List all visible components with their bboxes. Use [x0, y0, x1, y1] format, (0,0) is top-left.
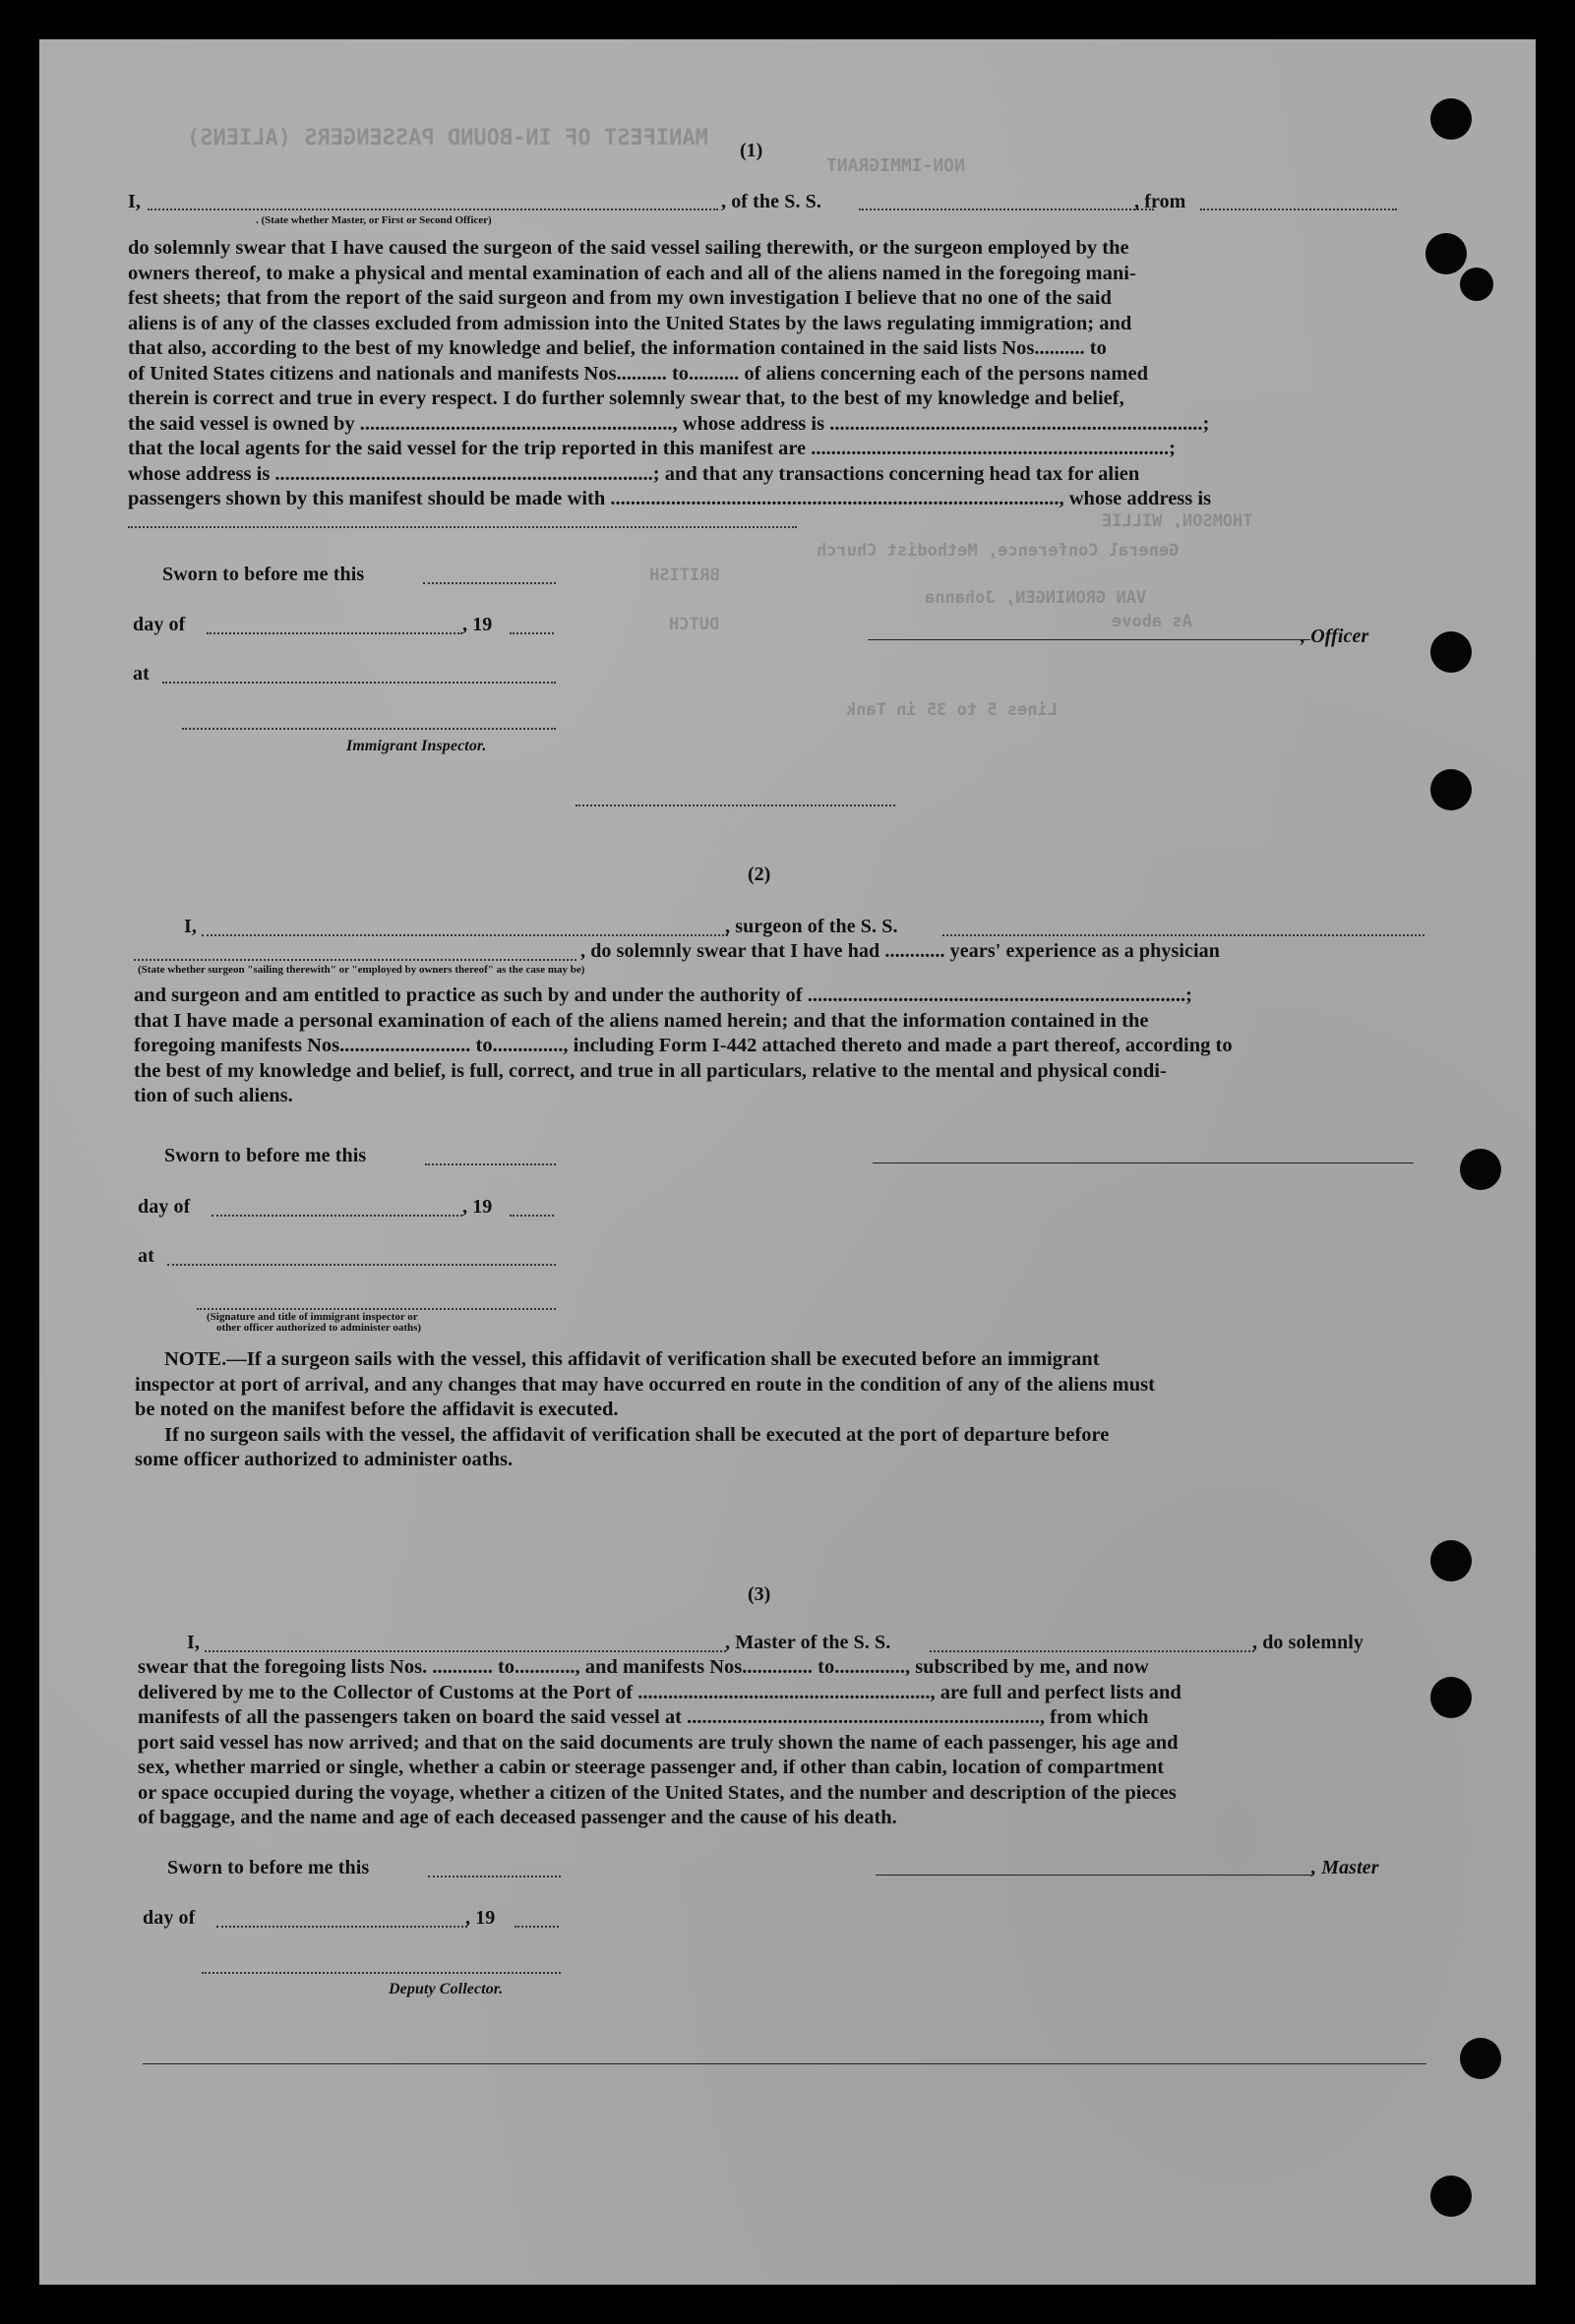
- label: I,: [184, 916, 197, 937]
- sworn-label: Sworn to before me this: [162, 564, 365, 585]
- blank-field: [423, 582, 556, 584]
- day-label: day of: [143, 1907, 196, 1929]
- year-label: , 19: [462, 1196, 493, 1218]
- section-number: (2): [748, 864, 771, 885]
- signature-line: [873, 1162, 1414, 1163]
- signature-line: [202, 1972, 561, 1974]
- blank-field: [202, 934, 728, 936]
- oath-paragraph: and surgeon and am entitled to practice as such by and under the authority of ...........................................................................; that I have made a personal examination of each of the aliens named herein; and that the information contained in the foregoing manifests Nos.......................... to.............., including Form I-442 attached thereto and made a part thereof, according to the best of my knowledge and belief, is full, correct, and true in all particulars, relative to the mental and physical condi- tion of such aliens.: [134, 984, 1233, 1106]
- blank-field: [212, 1215, 462, 1217]
- master-signature-line: [876, 1875, 1313, 1876]
- oath-paragraph: do solemnly swear that I have caused the surgeon of the said vessel sailing therewith, or the surgeon employed by the owners thereof, to make a physical and mental examination of each and all of the aliens named in the foregoing mani- fest sheets; that from the report of the said surgeon and from my own investigation I believe that no one of the said aliens is of any of the classes excluded from admission into the United States by the laws regulating immigration; and that also, according to the best of my knowledge and belief, the information contained in the said lists Nos.......... to of United States citizens and nationals and manifests Nos.......... to.......... of aliens concerning each of the persons named therein is correct and true in every respect. I do further solemnly swear that, to the best of my knowledge and belief, the said vessel is owned by .............................................................., whose address is ..........................................................................; that the local agents for the said vessel for the trip reported in this manifest are .......................................................................; whose address is ...........................................................................; and that any transactions concerning head tax for alien passengers shown by this manifest should be made with ........................................................................................., whose address is: [128, 237, 1212, 509]
- affiant-line: [128, 190, 141, 214]
- blank-field: [859, 209, 1154, 210]
- label: I,: [128, 191, 141, 212]
- bleed-through-conference: General Conference, Methodist Church: [817, 541, 1180, 561]
- dotted-separator: [575, 804, 895, 806]
- vessel-label: , of the S. S.: [721, 191, 821, 212]
- deputy-label: Deputy Collector.: [389, 1981, 504, 1997]
- punch-hole: [1425, 233, 1467, 274]
- affiant-line: [184, 915, 197, 939]
- bleed-through-name: VAN GRONINGEN, Johanna: [925, 588, 1147, 608]
- oath-paragraph: swear that the foregoing lists Nos. ............ to............, and manifests Nos.............. to.............., subscribed by me, and now delivered by me to the Collector of Customs at the Port of .........................................................., are full and perfect lists and manifests of all the passengers taken on board the said vessel at ......................................................................, from which port said vessel has now arrived; and that on the said documents are truly shown the name of each passenger, his age and sex, whether married or single, whether a cabin or steerage passenger and, if other than cabin, location of compartment or space occupied during the voyage, whether a citizen of the United States, and the number and description of the pieces of baggage, and the name and age of each deceased passenger and the cause of his death.: [138, 1656, 1181, 1828]
- blank-field: [930, 1650, 1254, 1652]
- officer-label: , Officer: [1301, 626, 1369, 647]
- document-page: [39, 39, 1536, 2285]
- day-label: day of: [138, 1196, 191, 1218]
- punch-hole: [1430, 1677, 1472, 1718]
- punch-hole: [1460, 2038, 1501, 2079]
- sworn-label: Sworn to before me this: [167, 1857, 370, 1878]
- year-label: , 19: [465, 1907, 496, 1929]
- signature-line: [182, 728, 556, 730]
- blank-field: [205, 1650, 726, 1652]
- punch-hole: [1430, 2175, 1472, 2217]
- surgeon-label: , surgeon of the S. S.: [725, 916, 898, 937]
- blank-field: [425, 1163, 556, 1165]
- experience-line: , do solemnly swear that I have had ............ years' experience as a physician: [580, 940, 1220, 962]
- at-label: at: [138, 1245, 154, 1267]
- inspector-label: Immigrant Inspector.: [346, 738, 487, 754]
- blank-field: [942, 934, 1424, 936]
- blank-field: [510, 632, 554, 634]
- bleed-through-nationality: DUTCH: [669, 615, 720, 634]
- at-label: at: [133, 663, 150, 685]
- punch-hole: [1430, 631, 1472, 673]
- signature-note: (Signature and title of immigrant inspector or: [207, 1311, 418, 1323]
- bleed-through-name: THOMSON, WILLIE: [1102, 511, 1253, 531]
- bottom-rule: [143, 2063, 1426, 2064]
- blank-field: [134, 959, 576, 961]
- blank-field: [515, 1926, 559, 1928]
- blank-field: [1200, 209, 1397, 210]
- master-label: , Master of the S. S.: [725, 1632, 891, 1653]
- field-note: . (State whether Master, or First or Second Officer): [256, 214, 492, 226]
- label: I,: [187, 1632, 200, 1653]
- bleed-through-stamp: NON-IMMIGRANT: [826, 155, 965, 176]
- officer-signature-line: [868, 639, 1310, 640]
- punch-hole: [1460, 268, 1493, 301]
- year-label: , 19: [462, 614, 493, 635]
- punch-hole: [1460, 1149, 1501, 1190]
- affiant-line: [187, 1631, 200, 1655]
- day-label: day of: [133, 614, 186, 635]
- blank-field: [167, 1264, 556, 1266]
- blank-field: [216, 1926, 467, 1928]
- blank-field: [162, 682, 556, 684]
- punch-hole: [1430, 769, 1472, 810]
- punch-hole: [1430, 98, 1472, 140]
- note-paragraph: NOTE.—If a surgeon sails with the vessel, this affidavit of verification shall be executed before an immigrant inspector at port of arrival, and any changes that may have occurred en route in the condition of any of the aliens must be noted on the manifest before the affidavit is executed. If no surgeon sails with the vessel, the affidavit of verification shall be executed at the port of departure before some officer authorized to administer oaths.: [135, 1348, 1155, 1470]
- sworn-label: Sworn to before me this: [164, 1145, 367, 1166]
- bleed-through-nationality: BRITISH: [649, 566, 720, 585]
- signature-note: other officer authorized to administer oaths): [216, 1322, 422, 1334]
- punch-hole: [1430, 1540, 1472, 1581]
- bleed-through-title: MANIFEST OF IN-BOUND PASSENGERS (ALIENS): [187, 126, 708, 150]
- section-number: (3): [748, 1583, 771, 1605]
- blank-field: [207, 632, 462, 634]
- section-number: (1): [740, 140, 763, 161]
- blank-field: [510, 1215, 554, 1217]
- blank-field: [128, 526, 797, 528]
- master-sign-label: , Master: [1311, 1857, 1379, 1878]
- bleed-through-as-above: As above: [1112, 612, 1192, 631]
- solemnly-label: , do solemnly: [1252, 1632, 1363, 1653]
- blank-field: [148, 209, 718, 210]
- field-note: (State whether surgeon "sailing therewith" or "employed by owners thereof" as the case may be): [138, 964, 585, 976]
- from-label: , from: [1134, 191, 1186, 212]
- blank-field: [428, 1876, 561, 1877]
- signature-line: [197, 1308, 556, 1310]
- bleed-through-lines: Lines 5 to 35 in Tank: [846, 700, 1058, 720]
